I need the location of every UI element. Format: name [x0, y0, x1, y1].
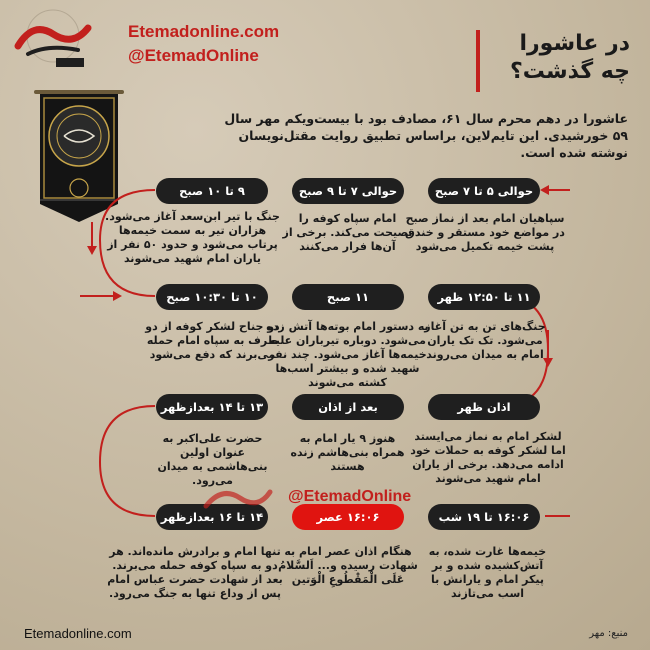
timeline-pill-9: ۱۳ تا ۱۴ بعدازظهر	[156, 394, 268, 420]
timeline-desc-10: تنها امام و برادرش مانده‌اند. هر دو به سپاه کوفه حمله می‌برند. بعد از شهادت حضرت عباس امام پس از وداع تنها به جنگ می‌رود.	[107, 545, 283, 600]
timeline-desc-1: سپاهیان امام بعد از نماز صبح در مواضع خود مستقر و خندق پشت خیمه تکمیل می‌شود	[405, 212, 565, 253]
timeline-desc-6: جنگ‌های تن به تن آغاز می‌شود. تک تک یاران امام به میدان می‌روند	[424, 320, 546, 361]
brand-handle[interactable]: @EtemadOnline	[128, 46, 259, 65]
brand-site[interactable]: Etemadonline.com	[128, 22, 280, 41]
timeline-pill-7: اذان ظهر	[428, 394, 540, 420]
footer-source: منبع: مهر	[589, 628, 628, 639]
timeline-desc-8: هنوز ۹ یار امام به همراه بنی‌هاشم زنده هستند	[290, 432, 405, 473]
watermark-handle: @EtemadOnline	[288, 488, 412, 505]
timeline-pill-10: ۱۴ تا ۱۶ بعدازظهر	[156, 504, 268, 530]
timeline-desc-2: امام سپاه کوفه را نصیحت می‌کند. برخی از آن‌ها فرار می‌کنند	[282, 212, 413, 253]
timeline-desc-3: جنگ با تیر ابن‌سعد آغاز می‌شود. هزاران تیر به سمت خیمه‌ها پرتاب می‌شود و حدود ۵۰ نفر از یاران امام شهید می‌شوند	[105, 210, 280, 265]
timeline-desc-11: هنگام اذان عصر امام به شهادت رسیده و... اَلسَّلامُ عَلَی الْمَقْطُوعِ الْوَتین	[278, 545, 418, 586]
timeline-pill-11: ۱۶:۰۶ عصر	[292, 504, 404, 530]
timeline-desc-12: خیمه‌ها غارت شده، به آتش‌کشیده شده و بر پیکر امام و یارانش با اسب می‌تازند	[428, 545, 547, 600]
timeline-pill-5: ۱۱ صبح	[292, 284, 404, 310]
timeline-pill-3: ۹ تا ۱۰ صبح	[156, 178, 268, 204]
timeline-desc-5: به دستور امام بوته‌ها آتش زده می‌شود. دوباره تیرباران علیه خیمه‌ها آغاز می‌شود. چند نفر شهید شده و بیشتر اسب‌ها کشته می‌شوند	[266, 320, 429, 389]
timeline-desc-9: حضرت علی‌اکبر به عنوان اولین بنی‌هاشمی به میدان می‌رود.	[157, 432, 268, 487]
timeline-pill-6: ۱۱ تا ۱۲:۵۰ ظهر	[428, 284, 540, 310]
title-line-1: در عاشورا	[519, 31, 630, 56]
timeline-pill-1: حوالی ۵ تا ۷ صبح	[428, 178, 540, 204]
intro-paragraph: عاشورا در دهم محرم سال ۶۱، مصادف بود با بیست‌ویکم مهر سال ۵۹ خورشیدی. این تایم‌لاین، براساس تطبیق روایت مقتل‌نویسان نوشته شده است.	[224, 111, 628, 160]
timeline-pill-4: ۱۰ تا ۱۰:۳۰ صبح	[156, 284, 268, 310]
timeline-desc-4: دو جناح لشکر کوفه از دو طرف به سپاه امام حمله می‌برند که دفع می‌شود	[145, 320, 280, 361]
timeline-pill-2: حوالی ۷ تا ۹ صبح	[292, 178, 404, 204]
timeline-pill-12: ۱۶:۰۶ تا ۱۹ شب	[428, 504, 540, 530]
timeline-desc-7: لشکر امام به نماز می‌ایستد اما لشکر کوفه به حملات خود ادامه می‌دهد. برخی از یاران امام شهید می‌شوند	[410, 430, 566, 485]
title-line-2: چه گذشت؟	[509, 59, 630, 84]
timeline-pill-8: بعد از اذان	[292, 394, 404, 420]
footer-site[interactable]: Etemadonline.com	[24, 626, 132, 641]
